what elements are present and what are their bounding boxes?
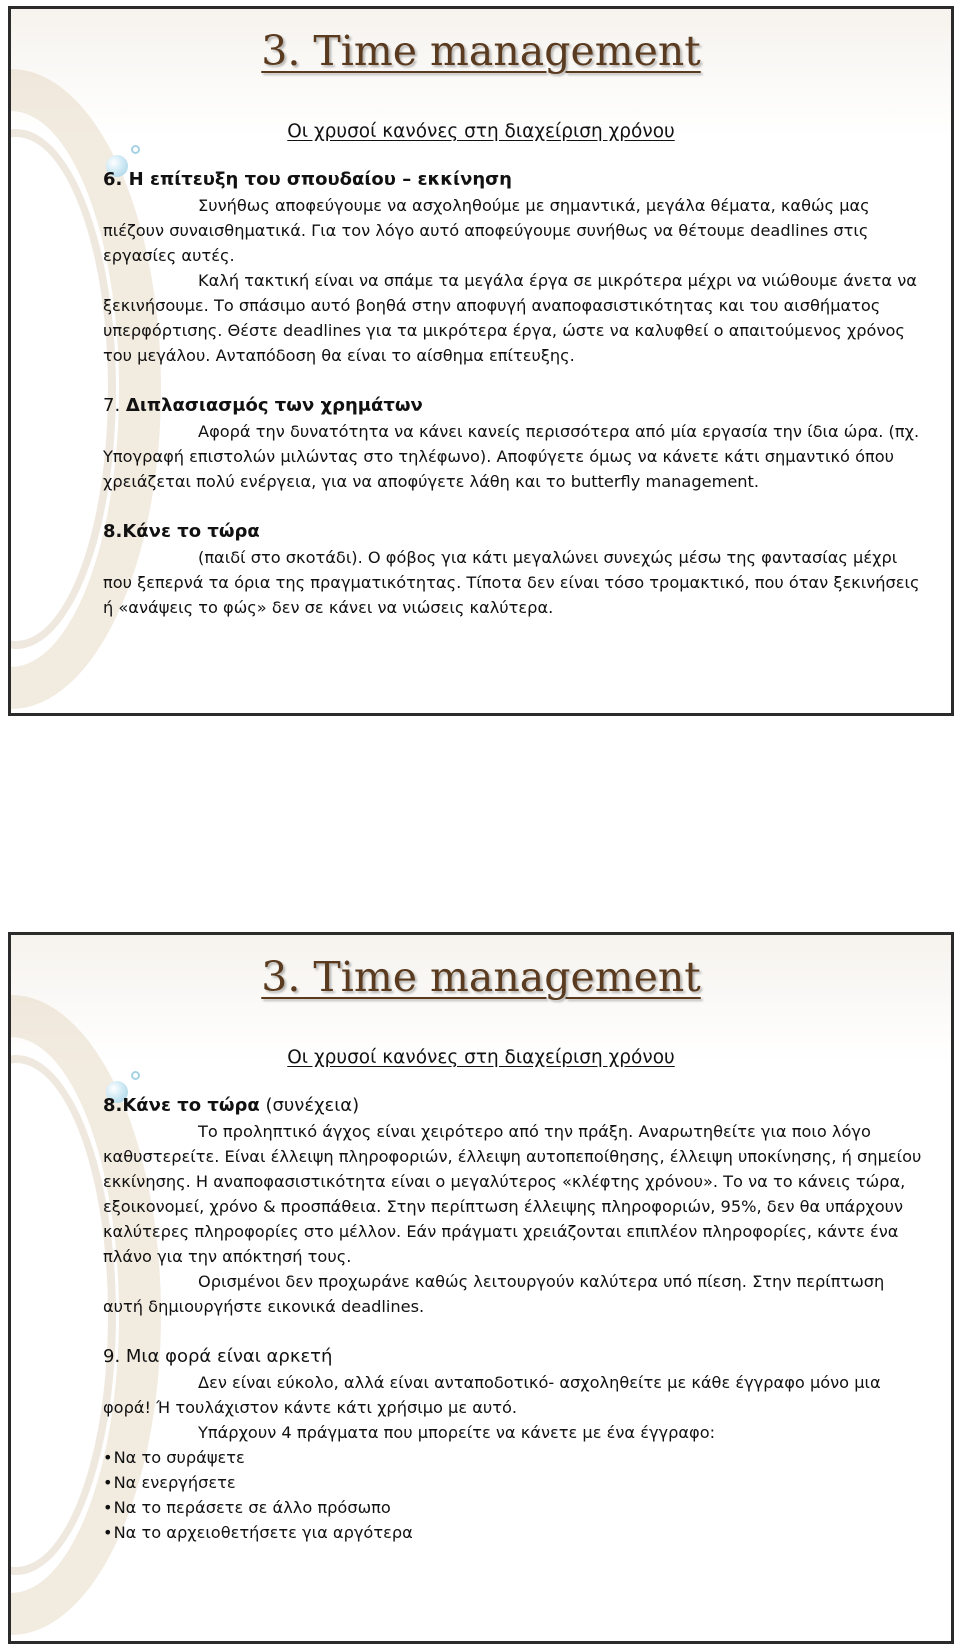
decorative-bubble-small [131,145,140,154]
section-heading-text: 9. Μια φορά είναι αρκετή [103,1346,333,1367]
paragraph: Καλή τακτική είναι να σπάμε τα μεγάλα έργα σε μικρότερα μέχρι να νιώθουμε άνετα να ξεκινήσουμε. Το σπάσιμο αυτό βοηθά στην αποφυγή αναποφασιστικότητας και του αισθήματος υπερφόρτισης. Θέστε deadlines για τα μικρότερα έργα, ώστε να καλυφθεί ο απαιτούμενος χρόνος του μεγάλου. Ανταπόδοση θα είναι το αίσθημα επίτευξης. [103,271,917,365]
paragraph: Δεν είναι εύκολο, αλλά είναι ανταποδοτικό- ασχοληθείτε με κάθε έγγραφο μόνο μια φορά! Ή τουλάχιστον κάντε κάτι χρήσιμο με αυτό. [103,1373,881,1417]
slide-title: 3. Time management [261,27,701,75]
slide-2 [8,932,954,1644]
list-item: • Να το αρχειοθετήσετε για αργότερα [103,1520,923,1545]
slide-subtitle: Οι χρυσοί κανόνες στη διαχείριση χρόνου [287,121,675,142]
spacer [103,368,923,393]
paragraph: Το προληπτικό άγχος είναι χειρότερο από την πράξη. Αναρωτηθείτε για ποιο λόγο καθυστερείτε. Είναι έλλειψη πληροφοριών, έλλειψη αυτοπεποίθησης, έλλειψη υποκίνησης, ή σημείου εκκίνησης. Η αναποφασιστικότητα είναι ο μεγαλύτερος «κλέφτης χρόνου». Το να το κάνεις τώρα, εξοικονομεί, χρόνο & προσπάθεια. Στην περίπτωση έλλειψης πληροφοριών, 95%, δεν θα υπάρχουν καλύτερες πληροφορίες στο μέλλον. Εάν πράγματι χρειάζονται επιπλέον πληροφορίες, κάντε ένα πλάνο για την απόκτησή τους. [103,1122,922,1266]
paragraph: Υπάρχουν 4 πράγματα που μπορείτε να κάνετε με ένα έγγραφο: [198,1423,716,1442]
decorative-bubble-small [131,1071,140,1080]
slide-content [103,1093,923,1545]
list-item: • Να ενεργήσετε [103,1470,923,1495]
paragraph: (παιδί στο σκοτάδι). Ο φόβος για κάτι μεγαλώνει συνεχώς μέσω της φαντασίας μέχρι που ξεπερνά τα όρια της πραγματικότητας. Τίποτα δεν είναι τόσο τρομακτικό, που όταν ξεκινήσεις ή «ανάψεις το φώς» δεν σε κάνει να νιώσεις καλύτερα. [103,548,920,617]
spacer [103,494,923,519]
list-item: • Να το περάσετε σε άλλο πρόσωπο [103,1495,923,1520]
section-heading-8: 8.Κάνε το τώρα [103,521,260,542]
section-heading-suffix: (συνέχεια) [259,1095,360,1116]
slide-content [103,167,923,620]
paragraph: Ορισμένοι δεν προχωράνε καθώς λειτουργούν καλύτερα υπό πίεση. Στην περίπτωση αυτή δημιουργήστε εικονικά deadlines. [103,1272,885,1316]
slide-subtitle: Οι χρυσοί κανόνες στη διαχείριση χρόνου [287,1047,675,1068]
paragraph: Αφορά την δυνατότητα να κάνει κανείς περισσότερα από μία εργασία την ίδια ώρα. (πχ. Υπογραφή επιστολών μιλώντας στο τηλέφωνο). Αποφύγετε όμως να κάνετε κάτι σημαντικό όπου χρειάζεται πολύ ενέργεια, για να αποφύγετε λάθη και το butterfly management. [103,422,920,491]
section-heading-text: Διπλασιασμός των χρημάτων [125,395,423,416]
spacer [103,1319,923,1344]
section-heading-8-cont [103,1093,923,1119]
section-heading-text: 8.Κάνε το τώρα [103,1095,260,1116]
slide-title: 3. Time management [261,953,701,1001]
section-heading-6: 6. Η επίτευξη του σπουδαίου – εκκίνηση [103,169,512,190]
section-number: 7. [103,395,126,416]
section-heading-7 [103,393,923,419]
paragraph: Συνήθως αποφεύγουμε να ασχοληθούμε με σημαντικά, μεγάλα θέματα, καθώς μας πιέζουν συναισθηματικά. Για τον λόγο αυτό αποφεύγουμε συνήθως να θέτουμε deadlines στις εργασίες αυτές. [103,196,870,265]
section-heading-9 [103,1344,923,1370]
list-item: • Να το συράψετε [103,1445,923,1470]
slide-1 [8,6,954,716]
